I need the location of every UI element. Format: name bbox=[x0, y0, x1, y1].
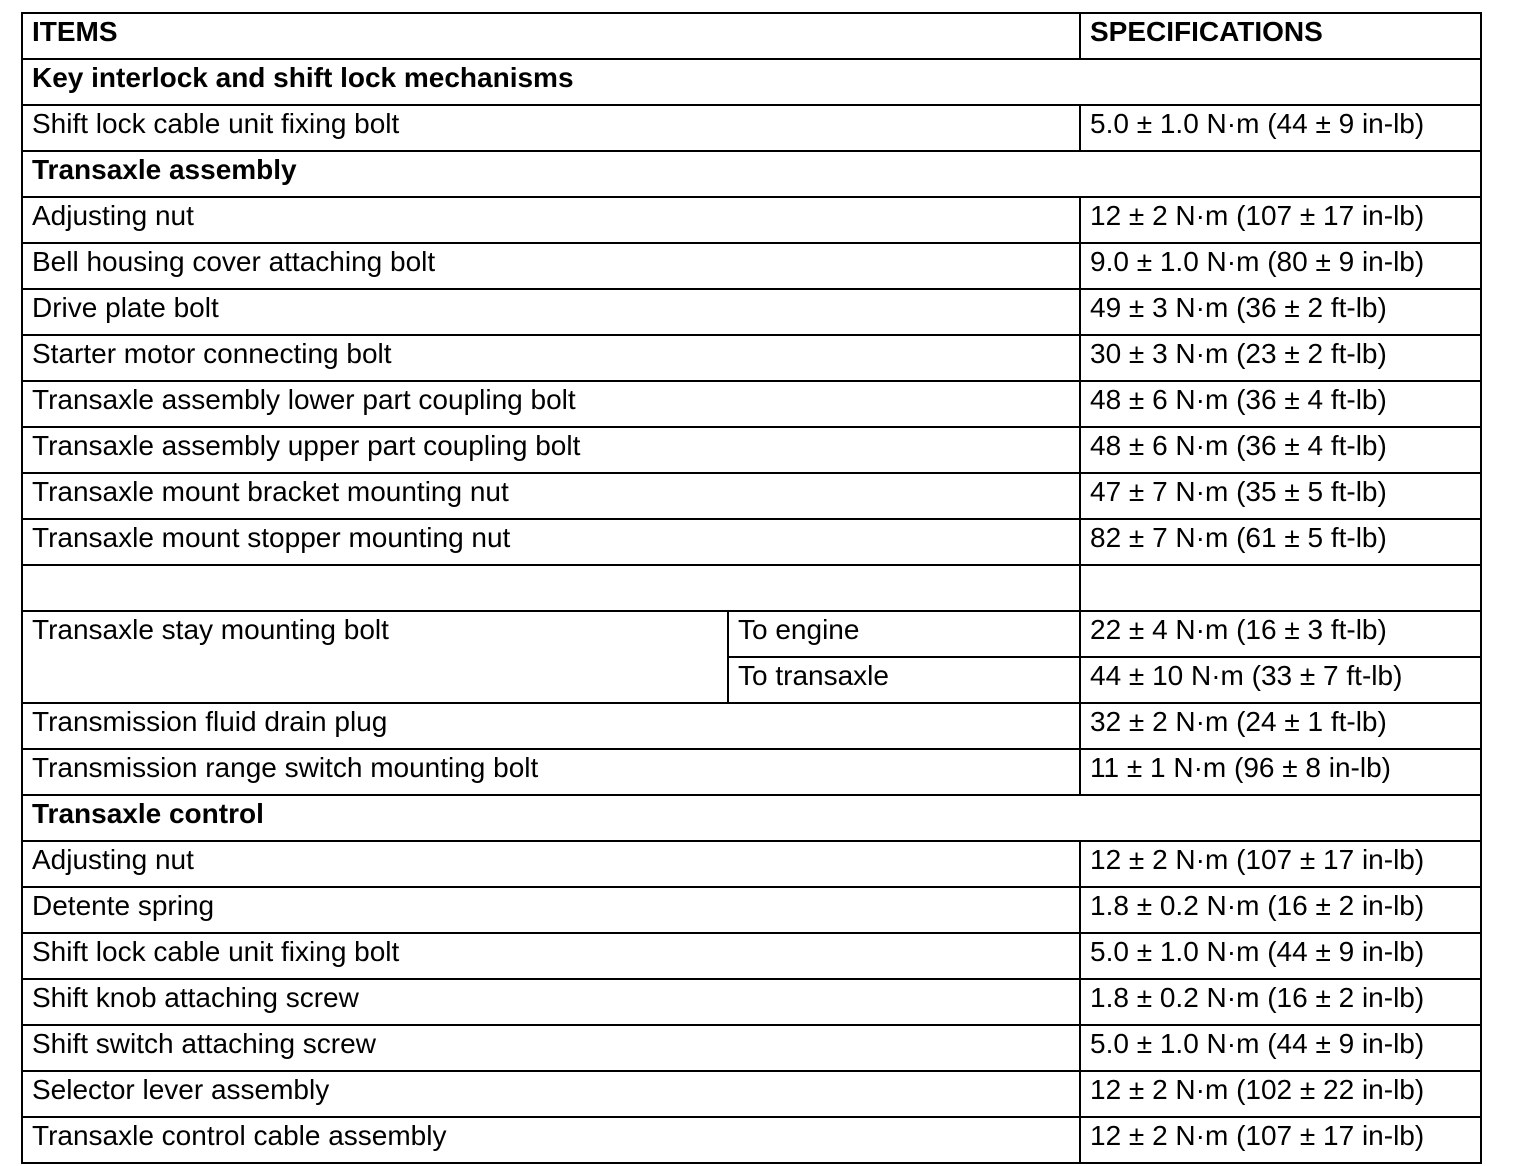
item-cell: Transaxle assembly lower part coupling bolt bbox=[22, 381, 1080, 427]
item-cell: Selector lever assembly bbox=[22, 1071, 1080, 1117]
item-cell: Starter motor connecting bolt bbox=[22, 335, 1080, 381]
spec-cell: 82 ± 7 N·m (61 ± 5 ft-lb) bbox=[1080, 519, 1481, 565]
section-row bbox=[22, 795, 1481, 841]
spec-cell: 12 ± 2 N·m (102 ± 22 in-lb) bbox=[1080, 1071, 1481, 1117]
section-title: Transaxle control bbox=[22, 795, 1481, 841]
table-row bbox=[22, 427, 1481, 473]
table-row bbox=[22, 565, 1481, 611]
spec-cell: 5.0 ± 1.0 N·m (44 ± 9 in-lb) bbox=[1080, 933, 1481, 979]
table-row bbox=[22, 611, 1481, 657]
spec-cell: 32 ± 2 N·m (24 ± 1 ft-lb) bbox=[1080, 703, 1481, 749]
item-cell: Shift switch attaching screw bbox=[22, 1025, 1080, 1071]
spec-cell: 9.0 ± 1.0 N·m (80 ± 9 in-lb) bbox=[1080, 243, 1481, 289]
item-cell: Drive plate bolt bbox=[22, 289, 1080, 335]
table-row bbox=[22, 1025, 1481, 1071]
item-cell: Transaxle control cable assembly bbox=[22, 1117, 1080, 1163]
table-row bbox=[22, 197, 1481, 243]
table-row bbox=[22, 841, 1481, 887]
table-row bbox=[22, 703, 1481, 749]
table-row bbox=[22, 105, 1481, 151]
header-row bbox=[22, 13, 1481, 59]
spec-cell: 1.8 ± 0.2 N·m (16 ± 2 in-lb) bbox=[1080, 887, 1481, 933]
table-row bbox=[22, 933, 1481, 979]
table-row bbox=[22, 473, 1481, 519]
spec-cell: 12 ± 2 N·m (107 ± 17 in-lb) bbox=[1080, 841, 1481, 887]
spec-cell: 5.0 ± 1.0 N·m (44 ± 9 in-lb) bbox=[1080, 105, 1481, 151]
spec-cell: 48 ± 6 N·m (36 ± 4 ft-lb) bbox=[1080, 381, 1481, 427]
spec-cell: 12 ± 2 N·m (107 ± 17 in-lb) bbox=[1080, 1117, 1481, 1163]
spec-cell: 1.8 ± 0.2 N·m (16 ± 2 in-lb) bbox=[1080, 979, 1481, 1025]
item-cell: Bell housing cover attaching bolt bbox=[22, 243, 1080, 289]
item-cell: Detente spring bbox=[22, 887, 1080, 933]
item-cell: Transaxle stay mounting bolt bbox=[22, 611, 728, 703]
section-title: Transaxle assembly bbox=[22, 151, 1481, 197]
specifications-header: SPECIFICATIONS bbox=[1080, 13, 1481, 59]
item-cell: Transaxle assembly upper part coupling bolt bbox=[22, 427, 1080, 473]
item-cell: Adjusting nut bbox=[22, 841, 1080, 887]
table-row bbox=[22, 1117, 1481, 1163]
spec-cell: 48 ± 6 N·m (36 ± 4 ft-lb) bbox=[1080, 427, 1481, 473]
spec-cell bbox=[1080, 565, 1481, 611]
table-row bbox=[22, 887, 1481, 933]
table-row bbox=[22, 289, 1481, 335]
item-cell: Transmission fluid drain plug bbox=[22, 703, 1080, 749]
table-row bbox=[22, 979, 1481, 1025]
table-row bbox=[22, 519, 1481, 565]
table-row bbox=[22, 243, 1481, 289]
item-cell: Adjusting nut bbox=[22, 197, 1080, 243]
spec-cell: 49 ± 3 N·m (36 ± 2 ft-lb) bbox=[1080, 289, 1481, 335]
item-cell: Transaxle mount bracket mounting nut bbox=[22, 473, 1080, 519]
section-row bbox=[22, 151, 1481, 197]
section-row bbox=[22, 59, 1481, 105]
item-cell: Shift lock cable unit fixing bolt bbox=[22, 933, 1080, 979]
table-row bbox=[22, 749, 1481, 795]
spec-cell: 22 ± 4 N·m (16 ± 3 ft-lb) bbox=[1080, 611, 1481, 657]
table-row bbox=[22, 381, 1481, 427]
item-cell bbox=[22, 565, 1080, 611]
sub-item-cell: To engine bbox=[728, 611, 1080, 657]
spec-cell: 30 ± 3 N·m (23 ± 2 ft-lb) bbox=[1080, 335, 1481, 381]
spec-cell: 44 ± 10 N·m (33 ± 7 ft-lb) bbox=[1080, 657, 1481, 703]
table-row bbox=[22, 1071, 1481, 1117]
torque-spec-table bbox=[21, 12, 1482, 1164]
sub-item-cell: To transaxle bbox=[728, 657, 1080, 703]
item-cell: Transmission range switch mounting bolt bbox=[22, 749, 1080, 795]
spec-cell: 12 ± 2 N·m (107 ± 17 in-lb) bbox=[1080, 197, 1481, 243]
item-cell: Shift knob attaching screw bbox=[22, 979, 1080, 1025]
table-row bbox=[22, 335, 1481, 381]
section-title: Key interlock and shift lock mechanisms bbox=[22, 59, 1481, 105]
item-cell: Shift lock cable unit fixing bolt bbox=[22, 105, 1080, 151]
spec-cell: 11 ± 1 N·m (96 ± 8 in-lb) bbox=[1080, 749, 1481, 795]
spec-cell: 47 ± 7 N·m (35 ± 5 ft-lb) bbox=[1080, 473, 1481, 519]
spec-cell: 5.0 ± 1.0 N·m (44 ± 9 in-lb) bbox=[1080, 1025, 1481, 1071]
items-header: ITEMS bbox=[22, 13, 1080, 59]
item-cell: Transaxle mount stopper mounting nut bbox=[22, 519, 1080, 565]
